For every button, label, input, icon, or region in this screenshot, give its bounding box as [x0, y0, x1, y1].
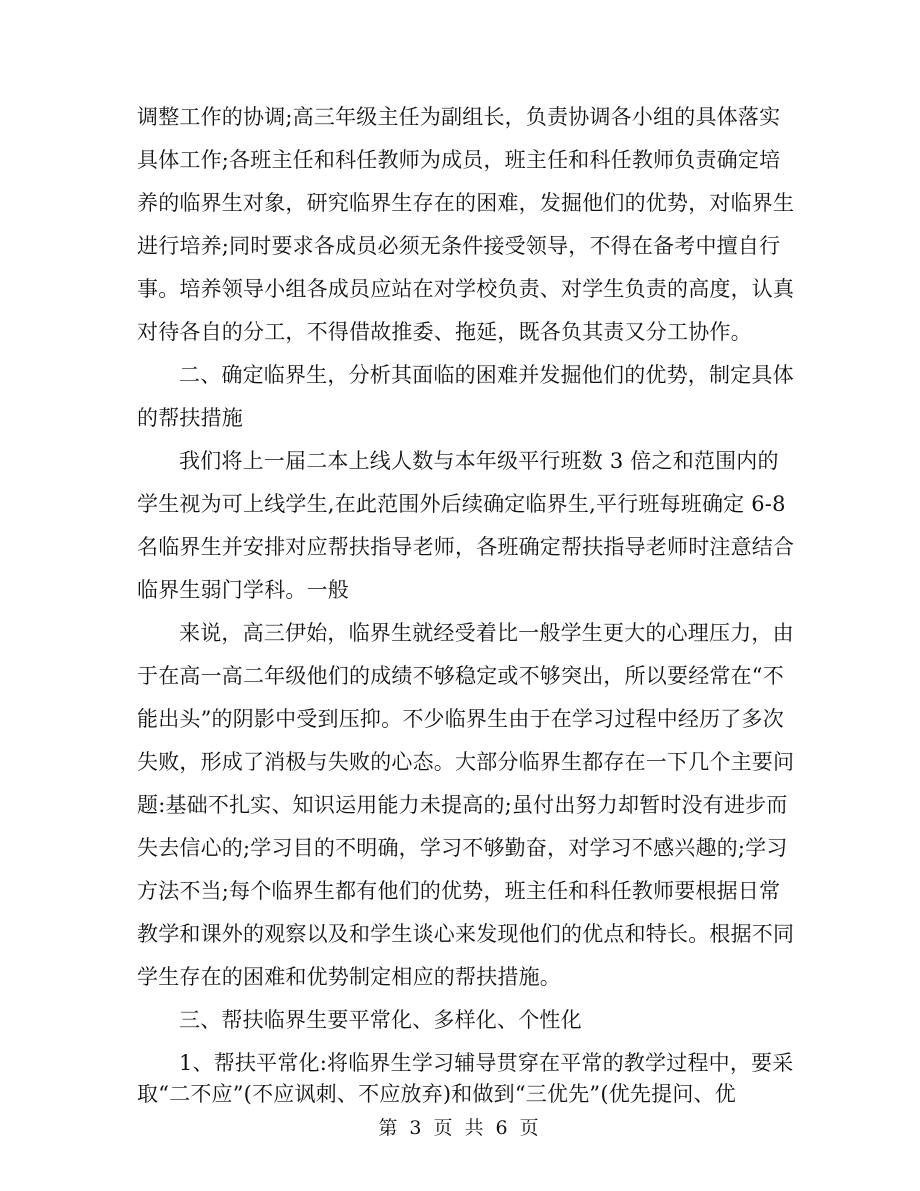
body-line: 取“二不应”(不应讽刺、不应放弃)和做到“三优先”(优先提问、优: [137, 1082, 736, 1106]
body-line: 失败，形成了消极与失败的心态。大部分临界生都存在一下几个主要问: [137, 750, 795, 774]
section-heading-2-continued: 的帮扶措施: [137, 406, 243, 430]
body-line: 名临界生并安排对应帮扶指导老师，各班确定帮扶指导老师时注意结合: [137, 535, 795, 559]
body-line: 养的临界生对象，研究临界生存在的困难，发掘他们的优势，对临界生: [137, 191, 795, 215]
page-footer: 第 3 页 共 6 页: [378, 1117, 542, 1139]
body-line: 失去信心的;学习目的不明确，学习不够勤奋，对学习不感兴趣的;学习: [137, 836, 788, 860]
body-line: 进行培养;同时要求各成员必须无条件接受领导，不得在备考中擅自行: [137, 234, 781, 258]
body-line: 我们将上一届二本上线人数与本年级平行班数 3 倍之和范围内的: [179, 449, 779, 473]
body-line: 学生视为可上线学生,在此范围外后续确定临界生,平行班每班确定 6-8: [137, 492, 786, 516]
body-line: 临界生弱门学科。一般: [137, 578, 349, 602]
body-line: 事。培养领导小组各成员应站在对学校负责、对学生负责的高度，认真: [137, 277, 795, 301]
body-line: 能出头”的阴影中受到压抑。不少临界生由于在学习过程中经历了多次: [137, 707, 784, 731]
body-line: 教学和课外的观察以及和学生谈心来发现他们的优点和特长。根据不同: [137, 922, 795, 946]
body-line: 具体工作;各班主任和科任教师为成员，班主任和科任教师负责确定培: [137, 148, 781, 172]
body-line: 1、帮扶平常化:将临界生学习辅导贯穿在平常的教学过程中，要采: [179, 1051, 794, 1075]
body-line: 方法不当;每个临界生都有他们的优势，班主任和科任教师要根据日常: [137, 879, 781, 903]
section-heading-3: 三、帮扶临界生要平常化、多样化、个性化: [179, 1008, 582, 1032]
body-line: 题:基础不扎实、知识运用能力未提高的;虽付出努力却暂时没有进步而: [137, 793, 788, 817]
body-line: 调整工作的协调;高三年级主任为副组长，负责协调各小组的具体落实: [137, 105, 781, 129]
body-line: 来说，高三伊始，临界生就经受着比一般学生更大的心理压力，由: [179, 621, 794, 645]
body-line: 学生存在的困难和优势制定相应的帮扶措施。: [137, 965, 561, 989]
section-heading-2: 二、确定临界生，分析其面临的困难并发掘他们的优势，制定具体: [179, 363, 794, 387]
body-line: 对待各自的分工，不得借故推委、拖延，既各负其责又分工协作。: [137, 320, 752, 344]
body-line: 于在高一高二年级他们的成绩不够稳定或不够突出，所以要经常在“不: [137, 664, 784, 688]
